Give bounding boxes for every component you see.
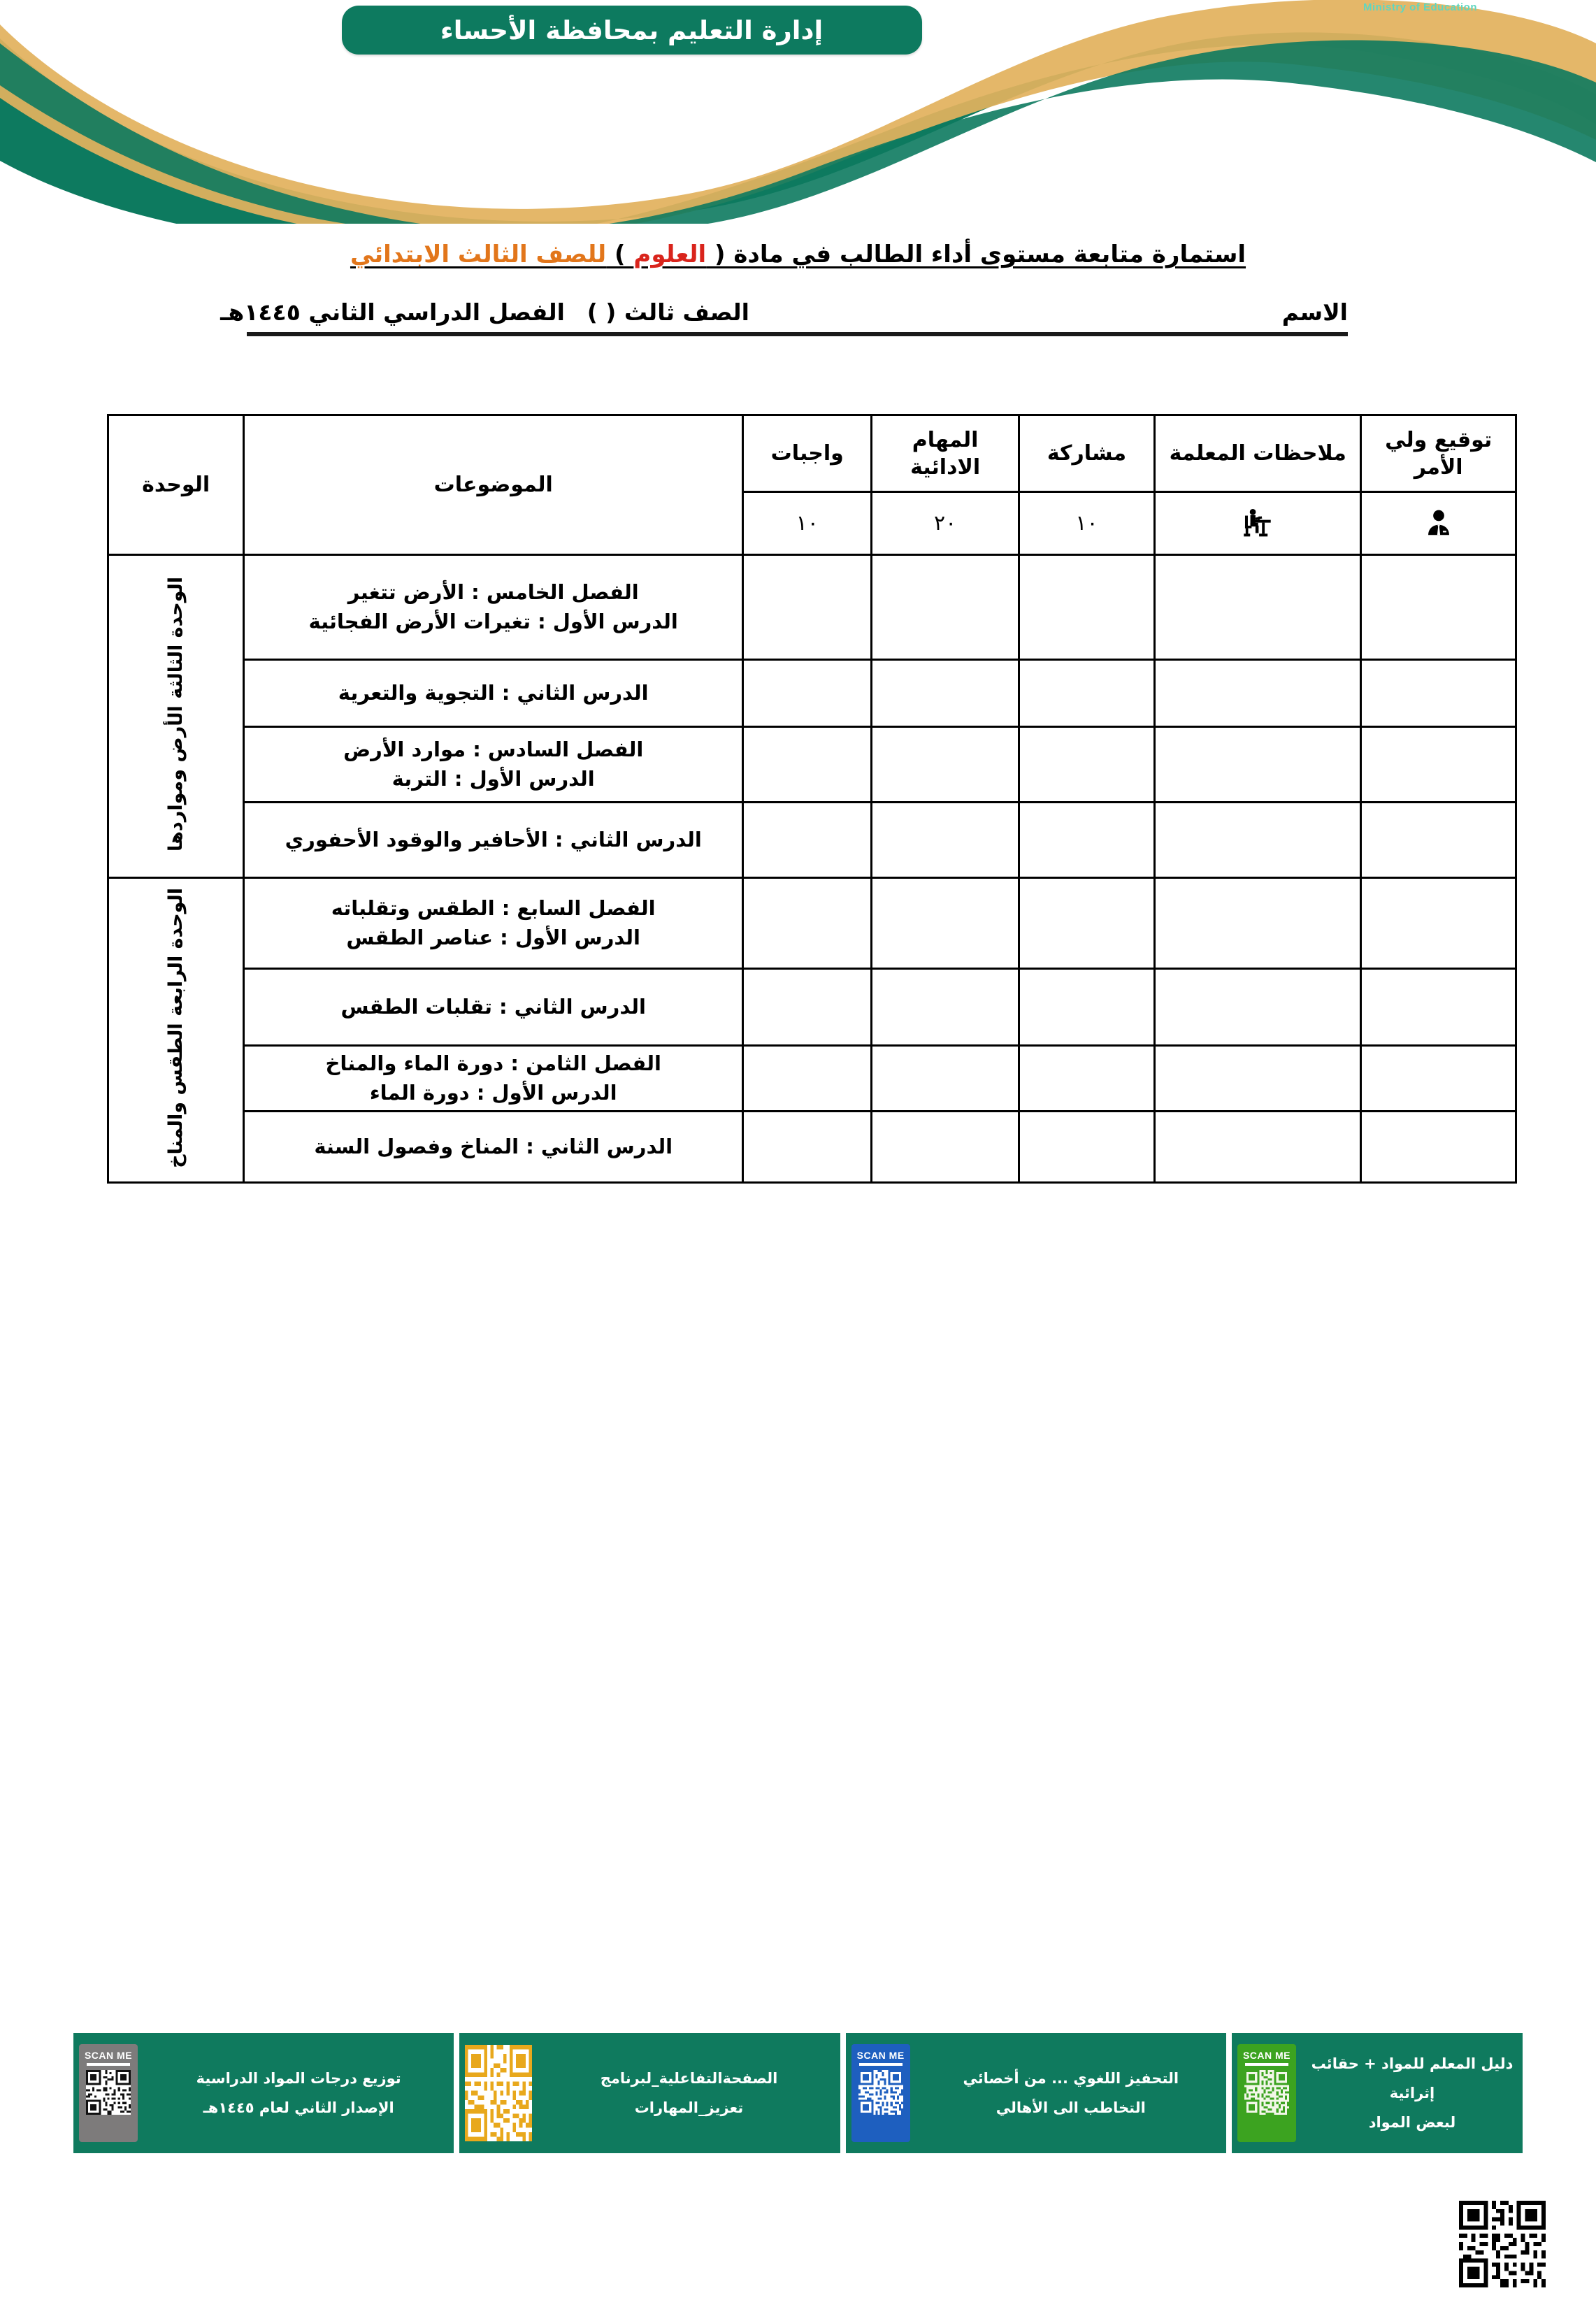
participation-input-cell[interactable]	[1019, 727, 1154, 803]
qr-scan-badge[interactable]	[851, 2044, 910, 2142]
qr-code-icon	[858, 2070, 903, 2115]
teacher-notes-input-cell[interactable]	[1155, 660, 1361, 727]
banner-line-2: الإصدار الثاني لعام ١٤٤٥هـ	[203, 2099, 394, 2116]
footer-banner-grades-distribution[interactable]	[73, 2033, 454, 2153]
guardian-signature-input-cell[interactable]	[1361, 803, 1516, 878]
banner-line-2: لبعض المواد	[1368, 2114, 1456, 2131]
term-label: الفصل الدراسي الثاني ١٤٤٥هـ	[220, 299, 565, 326]
footer-banner-language-support[interactable]	[846, 2033, 1226, 2153]
guardian-signature-input-cell[interactable]	[1361, 878, 1516, 969]
homework-input-cell[interactable]	[743, 727, 872, 803]
class-label: الصف ثالث ( )	[587, 299, 749, 326]
tasks-input-cell[interactable]	[872, 803, 1019, 878]
header-homework: واجبات	[743, 415, 872, 492]
qr-scan-badge[interactable]	[465, 2044, 532, 2142]
topic-label: الدرس الثاني : تقلبات الطقس	[244, 969, 743, 1046]
header-unit: الوحدة	[108, 415, 244, 555]
qr-scan-badge[interactable]	[1237, 2044, 1296, 2142]
homework-input-cell[interactable]	[743, 555, 872, 660]
footer-banner-interactive-page[interactable]	[459, 2033, 840, 2153]
banner-line-1: دليل المعلم للمواد + حقائب إثرائية	[1311, 2055, 1514, 2101]
homework-input-cell[interactable]	[743, 878, 872, 969]
scan-divider	[859, 2063, 903, 2066]
unit-label-cell	[108, 878, 244, 1183]
participation-input-cell[interactable]	[1019, 555, 1154, 660]
scan-divider	[87, 2063, 130, 2066]
qr-code-icon	[1244, 2070, 1289, 2115]
guardian-signature-input-cell[interactable]	[1361, 555, 1516, 660]
table-row	[108, 1112, 1516, 1183]
guardian-signature-input-cell[interactable]	[1361, 1112, 1516, 1183]
student-name-label: الاسم	[1281, 299, 1348, 326]
tasks-input-cell[interactable]	[872, 660, 1019, 727]
teacher-notes-input-cell[interactable]	[1155, 803, 1361, 878]
participation-input-cell[interactable]	[1019, 878, 1154, 969]
table-row	[108, 555, 1516, 660]
table-row	[108, 878, 1516, 969]
participation-input-cell[interactable]	[1019, 1112, 1154, 1183]
banner-line-2: التخاطب الى الأهالي	[995, 2099, 1146, 2116]
department-badge	[342, 6, 922, 55]
tasks-input-cell[interactable]	[872, 878, 1019, 969]
topic-label: الدرس الثاني : الأحافير والوقود الأحفوري	[244, 803, 743, 878]
teacher-notes-input-cell[interactable]	[1155, 969, 1361, 1046]
tasks-input-cell[interactable]	[872, 1112, 1019, 1183]
tasks-input-cell[interactable]	[872, 969, 1019, 1046]
participation-input-cell[interactable]	[1019, 969, 1154, 1046]
unit-label: الوحدة الثالثة الأرض ومواردها	[165, 576, 187, 851]
qr-code-icon	[465, 2045, 532, 2141]
homework-input-cell[interactable]	[743, 1046, 872, 1112]
topic-label: الفصل الثامن : دورة الماء والمناخ الدرس الأول : دورة الماء	[244, 1046, 743, 1112]
topic-label: الفصل السابع : الطقس وتقلباته الدرس الأول : عناصر الطقس	[244, 878, 743, 969]
guardian-signature-input-cell[interactable]	[1361, 969, 1516, 1046]
page-title	[350, 238, 1246, 272]
teacher-at-desk-icon	[1239, 505, 1276, 542]
guardian-signature-input-cell[interactable]	[1361, 660, 1516, 727]
topic-label: الدرس الثاني : المناخ وفصول السنة	[244, 1112, 743, 1183]
header-topics: الموضوعات	[244, 415, 743, 555]
teacher-notes-input-cell[interactable]	[1155, 1046, 1361, 1112]
title-subject: العلوم	[633, 240, 707, 268]
teacher-notes-input-cell[interactable]	[1155, 555, 1361, 660]
participation-max-mark: ١٠	[1019, 492, 1154, 555]
topic-label: الفصل الخامس : الأرض تتغير الدرس الأول : تغيرات الأرض الفجائية	[244, 555, 743, 660]
teacher-notes-icon-cell	[1155, 492, 1361, 555]
table-row	[108, 660, 1516, 727]
homework-input-cell[interactable]	[743, 969, 872, 1046]
qr-code-icon	[86, 2070, 131, 2115]
teacher-notes-input-cell[interactable]	[1155, 727, 1361, 803]
document-title-block	[0, 238, 1596, 272]
homework-input-cell[interactable]	[743, 660, 872, 727]
info-underline	[247, 332, 1348, 336]
scan-me-label: SCAN ME	[856, 2050, 905, 2061]
footer-banner-strip	[0, 2033, 1596, 2153]
participation-input-cell[interactable]	[1019, 660, 1154, 727]
guardian-person-icon	[1423, 508, 1455, 540]
banner-line-2: تعزيز_المهارات	[634, 2099, 744, 2116]
tasks-input-cell[interactable]	[872, 1046, 1019, 1112]
banner-line-1: توزيع درجات المواد الدراسية	[196, 2070, 401, 2087]
scan-me-label: SCAN ME	[1242, 2050, 1291, 2061]
table-row	[108, 727, 1516, 803]
table-row	[108, 969, 1516, 1046]
participation-input-cell[interactable]	[1019, 803, 1154, 878]
table-header-row	[108, 415, 1516, 492]
title-part-1: استمارة متابعة مستوى أداء الطالب في مادة (	[706, 240, 1246, 268]
unit-label-cell	[108, 555, 244, 878]
department-badge-label: إدارة التعليم بمحافظة الأحساء	[440, 15, 824, 45]
table-row	[108, 1046, 1516, 1112]
participation-input-cell[interactable]	[1019, 1046, 1154, 1112]
header-teacher-notes: ملاحظات المعلمة	[1155, 415, 1361, 492]
teacher-notes-input-cell[interactable]	[1155, 878, 1361, 969]
scan-me-label: SCAN ME	[84, 2050, 133, 2061]
table-row	[108, 803, 1516, 878]
banner-line-1: التحفيز اللغوي ... من أخصائي	[963, 2070, 1179, 2087]
scan-divider	[1245, 2063, 1288, 2066]
performance-tracking-table	[107, 414, 1517, 1184]
corner-qr-code-icon[interactable]	[1459, 2201, 1546, 2287]
qr-scan-badge[interactable]	[79, 2044, 138, 2142]
page-header-band	[0, 0, 1596, 224]
header-participation: مشاركة	[1019, 415, 1154, 492]
tasks-max-mark: ٢٠	[872, 492, 1019, 555]
homework-input-cell[interactable]	[743, 803, 872, 878]
student-info-line	[220, 297, 1348, 336]
guardian-signature-icon-cell	[1361, 492, 1516, 555]
tasks-input-cell[interactable]	[872, 555, 1019, 660]
tasks-input-cell[interactable]	[872, 727, 1019, 803]
title-part-2: )	[606, 240, 634, 268]
topic-label: الفصل السادس : موارد الأرض الدرس الأول : التربة	[244, 727, 743, 803]
ministry-of-education-label: Ministry of Education	[1363, 1, 1477, 13]
header-performance-tasks: المهام الادائية	[872, 415, 1019, 492]
guardian-signature-input-cell[interactable]	[1361, 1046, 1516, 1112]
footer-banner-teacher-guide[interactable]	[1232, 2033, 1523, 2153]
teacher-notes-input-cell[interactable]	[1155, 1112, 1361, 1183]
homework-max-mark: ١٠	[743, 492, 872, 555]
title-grade-level: للصف الثالث الابتدائي	[350, 240, 607, 268]
banner-line-1: الصفحةالتفاعلية_لبرنامج	[600, 2070, 778, 2087]
guardian-signature-input-cell[interactable]	[1361, 727, 1516, 803]
header-guardian-signature: توقيع ولي الأمر	[1361, 415, 1516, 492]
unit-label: الوحدة الرابعة الطقس والمناخ	[165, 887, 187, 1168]
topic-label: الدرس الثاني : التجوية والتعرية	[244, 660, 743, 727]
homework-input-cell[interactable]	[743, 1112, 872, 1183]
